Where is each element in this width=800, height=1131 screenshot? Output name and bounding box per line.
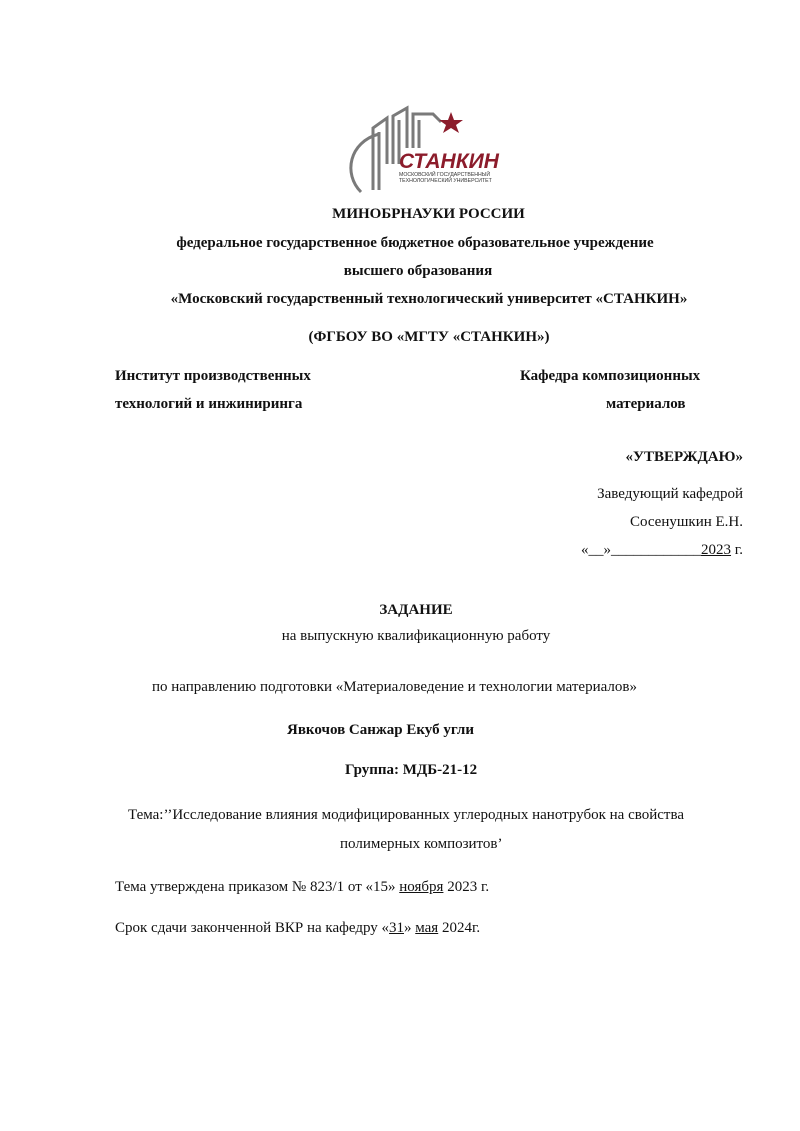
- approval-date-prefix: «__»____________: [581, 542, 702, 558]
- logo-wordmark: СТАНКИН: [399, 150, 499, 173]
- approval-title: «УТВЕРЖДАЮ»: [625, 449, 743, 465]
- topic-line2: полимерных композитов’: [340, 836, 503, 852]
- department-line1: Кафедра композиционных: [520, 368, 701, 384]
- logo-text-line2: ТЕХНОЛОГИЧЕСКИЙ УНИВЕРСИТЕТ: [399, 178, 492, 184]
- institute-line2: технологий и инжиниринга: [115, 396, 303, 412]
- department-line2: материалов: [606, 396, 686, 412]
- institute-line1: Институт производственных: [115, 368, 311, 384]
- university-name: «Московский государственный технологический университет «СТАНКИН»: [170, 291, 688, 307]
- topic-line1: Тема:’’Исследование влияния модифицированных углеродных нанотрубок на свойства: [128, 807, 684, 823]
- ministry-title: МИНОБРНАУКИ РОССИИ: [332, 206, 525, 222]
- approval-year-suffix: г.: [731, 542, 743, 558]
- university-short-name: (ФГБОУ ВО «МГТУ «СТАНКИН»): [308, 329, 550, 345]
- student-group: Группа: МДБ-21-12: [345, 762, 478, 778]
- assignment-title: ЗАДАНИЕ: [379, 602, 453, 618]
- stankin-logo: [343, 104, 511, 194]
- institution-type-line1: федеральное государственное бюджетное образовательное учреждение: [176, 235, 654, 251]
- order-prefix: Тема утверждена приказом № 823/1 от «15»: [115, 879, 400, 895]
- deadline-line: [115, 919, 480, 937]
- deadline-prefix: Срок сдачи законченной ВКР на кафедру «: [115, 920, 389, 936]
- approval-name: Сосенушкин Е.Н.: [629, 514, 743, 530]
- approval-date: [581, 541, 743, 559]
- approval-role: Заведующий кафедрой: [597, 486, 743, 502]
- student-name: Явкочов Санжар Екуб угли: [287, 722, 474, 738]
- assignment-subtitle: на выпускную квалификационную работу: [281, 628, 551, 644]
- deadline-mid: »: [404, 920, 416, 936]
- institution-type-line2: высшего образования: [343, 263, 493, 279]
- approval-year: 2023: [701, 542, 732, 558]
- order-suffix: 2023 г.: [443, 879, 490, 895]
- logo-text-line1: МОСКОВСКИЙ ГОСУДАРСТВЕННЫЙ: [399, 172, 491, 178]
- order-line: [115, 878, 489, 896]
- deadline-month: мая: [415, 920, 439, 936]
- deadline-day: 31: [389, 920, 404, 936]
- deadline-suffix: 2024г.: [438, 920, 481, 936]
- order-month: ноября: [399, 879, 444, 895]
- study-direction: по направлению подготовки «Материаловедение и технологии материалов»: [152, 679, 637, 695]
